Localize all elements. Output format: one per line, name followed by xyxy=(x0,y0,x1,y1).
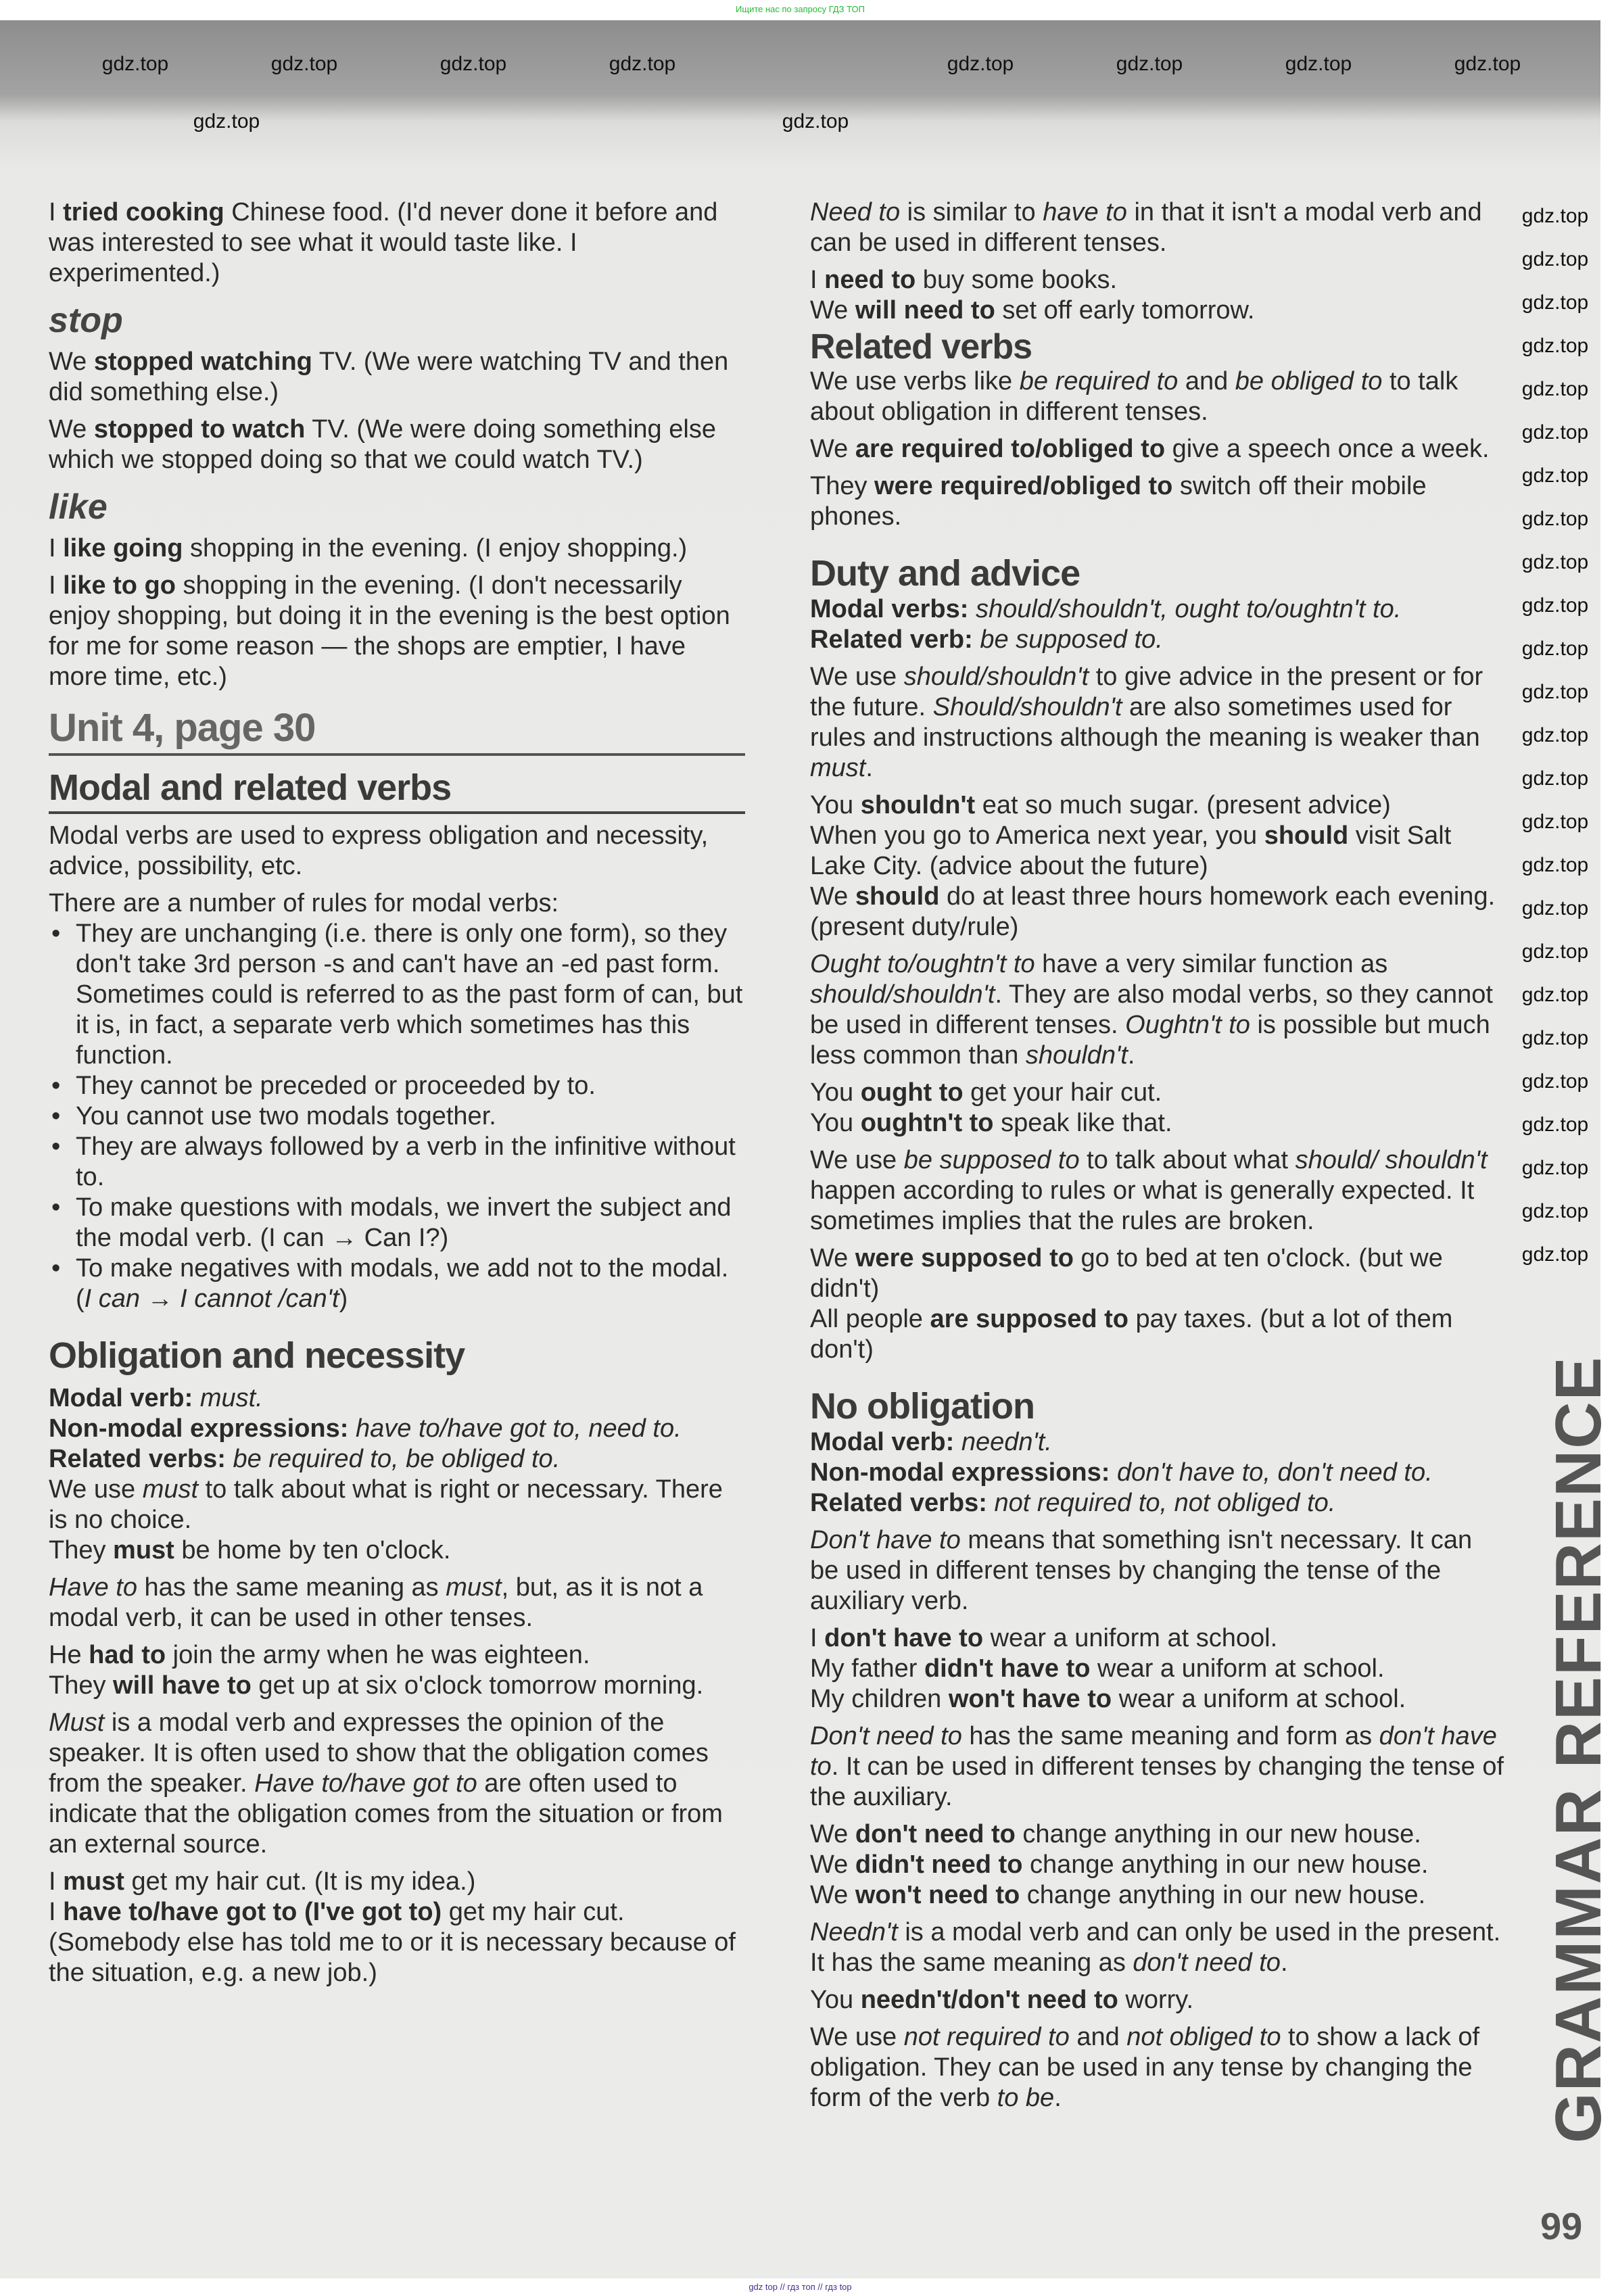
bold-text: will have to xyxy=(113,1671,252,1700)
paragraph xyxy=(810,1304,1506,1365)
paragraph xyxy=(49,414,745,475)
text: When you go to America next year, you xyxy=(810,821,1264,850)
paragraph xyxy=(810,1850,1506,1880)
text: There are a number of rules for modal verbs: xyxy=(49,889,559,917)
bold-text: won't need to xyxy=(855,1881,1020,1909)
bold-text: Related verbs: xyxy=(49,1445,233,1473)
text: go to bed at ten o'clock. (but we didn't) xyxy=(810,1244,1443,1303)
section-tab-title: GRAMMAR REFERENCE xyxy=(1542,1356,1615,2143)
text: wear a uniform at school. xyxy=(1112,1685,1406,1713)
text: You xyxy=(810,1986,861,2014)
watermark: gdz.top xyxy=(270,53,338,75)
watermark: gdz.top xyxy=(1521,508,1589,530)
text: change anything in our new house. xyxy=(1022,1850,1429,1879)
italic-text: Needn't xyxy=(810,1918,898,1946)
italic-text: needn't. xyxy=(961,1428,1052,1456)
watermark: gdz.top xyxy=(1521,854,1589,876)
text: My father xyxy=(810,1654,924,1683)
bold-text: will need to xyxy=(855,296,995,325)
watermark: gdz.top xyxy=(1521,811,1589,833)
text: To make questions with modals, we invert the subject and the modal verb. (I can → Can I?) xyxy=(76,1193,732,1252)
text: like xyxy=(49,487,108,527)
text: TV. (We were doing something else which we stopped doing so that we could watch TV.) xyxy=(49,415,716,474)
text: We use xyxy=(810,2023,904,2051)
watermark: gdz.top xyxy=(1521,248,1589,270)
text: . xyxy=(1127,1041,1135,1070)
paragraph xyxy=(810,1458,1506,1488)
paragraph xyxy=(49,821,745,882)
text: worry. xyxy=(1118,1986,1194,2014)
text: is possible but much less common than xyxy=(810,1011,1490,1070)
paragraph xyxy=(810,295,1506,326)
text: to talk about obligation in different tenses. xyxy=(810,367,1458,426)
bold-text: should xyxy=(1264,821,1349,850)
italic-text: be supposed to. xyxy=(980,625,1163,654)
subheading xyxy=(810,327,1506,366)
text: Obligation and necessity xyxy=(49,1335,465,1376)
text: change anything in our new house. xyxy=(1020,1881,1426,1909)
bold-text: stopped to watch xyxy=(93,415,306,444)
italic-text: Must xyxy=(49,1708,105,1737)
paragraph xyxy=(810,882,1506,942)
italic-text: have to xyxy=(1043,198,1127,226)
watermark: gdz.top xyxy=(101,53,169,75)
bullet-item xyxy=(49,1253,745,1314)
italic-text: Should/shouldn't xyxy=(932,693,1122,721)
text: They are unchanging (i.e. there is only one form), so they don't take 3rd person -s and can't have an -ed past form. Sometimes could is referred to as the past form of can, but it is, in fact, a separate verb which sometimes has this function. xyxy=(76,919,743,1070)
paragraph xyxy=(810,1880,1506,1911)
bold-text: must xyxy=(113,1536,174,1564)
text: . xyxy=(865,754,873,782)
bullet-item xyxy=(49,1193,745,1253)
text: We use xyxy=(49,1475,143,1504)
text: They are always followed by a verb in the infinitive without to. xyxy=(76,1132,736,1191)
text: switch off their mobile phones. xyxy=(810,472,1427,531)
bold-text: needn't/don't need to xyxy=(860,1986,1118,2014)
bold-text: Non-modal expressions: xyxy=(810,1458,1117,1487)
text: Duty and advice xyxy=(810,553,1080,594)
text: visit Salt Lake City. (advice about the future) xyxy=(810,821,1452,880)
paragraph xyxy=(810,1488,1506,1518)
paragraph xyxy=(49,197,745,289)
bold-text: are required to/obliged to xyxy=(855,435,1166,463)
paragraph xyxy=(49,1867,745,1897)
watermark: gdz.top xyxy=(1521,984,1589,1006)
text: We xyxy=(49,348,94,376)
watermark: gdz.top xyxy=(1521,1070,1589,1093)
watermark: gdz.top xyxy=(1521,638,1589,660)
bold-text: tried cooking xyxy=(63,198,224,226)
watermark: gdz.top xyxy=(1285,53,1352,75)
italic-text: have to/have got to, need to. xyxy=(355,1414,682,1443)
paragraph xyxy=(49,1383,745,1414)
watermark: gdz.top xyxy=(1521,291,1589,314)
watermark: gdz.top xyxy=(1521,1200,1589,1222)
bold-text: Modal verbs: xyxy=(810,595,976,623)
watermark: gdz.top xyxy=(439,53,507,75)
section-heading xyxy=(49,767,745,814)
text: get up at six o'clock tomorrow morning. xyxy=(251,1671,704,1700)
paragraph xyxy=(810,2022,1506,2113)
bold-text: Non-modal expressions: xyxy=(49,1414,356,1443)
section-heading xyxy=(49,1335,745,1377)
text: All people xyxy=(810,1305,930,1333)
italic-text: must xyxy=(810,754,866,782)
paragraph xyxy=(810,790,1506,821)
text: in that it isn't a modal verb and can be used in different tenses. xyxy=(810,198,1482,257)
paragraph xyxy=(49,533,745,564)
section-heading xyxy=(810,552,1506,594)
text: We xyxy=(810,882,855,911)
italic-text: Have to xyxy=(49,1573,137,1602)
italic-text: to be xyxy=(997,2084,1055,2112)
bold-text: must xyxy=(63,1867,124,1896)
text: speak like that. xyxy=(993,1109,1172,1137)
paragraph xyxy=(49,1708,745,1860)
italic-text: be supposed to xyxy=(903,1146,1080,1174)
watermark: gdz.top xyxy=(1116,53,1183,75)
text: happen according to rules or what is generally expected. It sometimes implies that the rules are broken. xyxy=(810,1176,1475,1235)
watermark: gdz.top xyxy=(1521,421,1589,444)
italic-text: not required to, not obliged to. xyxy=(994,1489,1336,1517)
text: We xyxy=(49,415,94,444)
text: They xyxy=(49,1536,114,1564)
text: We use xyxy=(810,1146,904,1174)
bullet-item xyxy=(49,919,745,1071)
paragraph xyxy=(49,571,745,692)
text: to show a lack of obligation. They can be used in any tense by changing the form of the verb xyxy=(810,2023,1480,2112)
text: TV. (We were watching TV and then did something else.) xyxy=(49,348,729,406)
bullet-item xyxy=(49,1071,745,1101)
text: We use xyxy=(810,663,904,691)
bold-text: stopped watching xyxy=(93,348,312,376)
text: . xyxy=(1280,1948,1288,1977)
text: shopping in the evening. (I enjoy shopping.) xyxy=(183,534,688,563)
bold-text: should xyxy=(855,882,940,911)
bold-text: like to go xyxy=(63,571,176,600)
left-column xyxy=(49,191,745,1988)
text: to give advice in the present or for the future. xyxy=(810,663,1483,721)
text: , but, as it is not a modal verb, it can be used in other tenses. xyxy=(49,1573,703,1632)
text: He xyxy=(49,1641,89,1669)
text: I xyxy=(49,1867,64,1896)
text: have a very similar function as xyxy=(1035,950,1388,978)
bold-text: shouldn't xyxy=(860,791,976,819)
text: join the army when he was eighteen. xyxy=(166,1641,590,1669)
paragraph xyxy=(49,1535,745,1566)
italic-text: Have to/have got to xyxy=(254,1769,477,1798)
paragraph xyxy=(49,1897,745,1988)
italic-text: Oughtn't to xyxy=(1125,1011,1250,1039)
paragraph xyxy=(49,1573,745,1633)
subheading xyxy=(49,487,745,527)
text: be home by ten o'clock. xyxy=(174,1536,451,1564)
paragraph xyxy=(810,1917,1506,1978)
watermark: gdz.top xyxy=(1521,1027,1589,1049)
text: stop xyxy=(49,301,123,340)
paragraph xyxy=(810,265,1506,295)
bold-text: won't have to xyxy=(948,1685,1112,1713)
bold-text: didn't need to xyxy=(855,1850,1023,1879)
top-banner-text: Ищите нас по запросу ГДЗ ТОП xyxy=(736,4,865,14)
text: They xyxy=(810,472,875,500)
italic-text: should/shouldn't xyxy=(810,980,995,1009)
bold-text: have to/have got to (I've got to) xyxy=(63,1898,442,1926)
italic-text: don't have to xyxy=(810,1722,1497,1781)
paragraph xyxy=(810,1819,1506,1850)
italic-text: should/ shouldn't xyxy=(1295,1146,1488,1174)
text: You xyxy=(810,1109,861,1137)
paragraph xyxy=(810,1078,1506,1108)
paragraph xyxy=(49,1640,745,1671)
paragraph xyxy=(810,1684,1506,1715)
italic-text: I can → I cannot /can't xyxy=(84,1285,339,1313)
watermark: gdz.top xyxy=(1521,897,1589,919)
watermark: gdz.top xyxy=(1521,767,1589,790)
bold-text: like going xyxy=(63,534,183,563)
watermark: gdz.top xyxy=(1521,205,1589,227)
watermark: gdz.top xyxy=(1521,1243,1589,1266)
paragraph xyxy=(810,1985,1506,2015)
watermark: gdz.top xyxy=(1521,681,1589,703)
bold-text: were supposed to xyxy=(855,1244,1074,1272)
section-heading xyxy=(810,1385,1506,1427)
text: wear a uniform at school. xyxy=(983,1624,1278,1652)
text: We xyxy=(810,1850,855,1879)
paragraph xyxy=(810,1525,1506,1617)
paragraph xyxy=(49,1475,745,1535)
bold-text: Related verb: xyxy=(810,625,980,654)
text: We xyxy=(810,1244,855,1272)
text: get my hair cut. (It is my idea.) xyxy=(124,1867,476,1896)
paragraph xyxy=(810,1721,1506,1813)
bold-text: Modal verb: xyxy=(49,1384,200,1412)
text: and xyxy=(1178,367,1235,396)
watermark: gdz.top xyxy=(1521,724,1589,746)
text: I xyxy=(49,571,64,600)
paragraph xyxy=(49,888,745,919)
text: means that something isn't necessary. It can be used in different tenses by changing the tense of the auxiliary verb. xyxy=(810,1526,1473,1615)
watermark: gdz.top xyxy=(782,110,849,133)
italic-text: not obliged to xyxy=(1126,2023,1281,2051)
bullet-item xyxy=(49,1132,745,1193)
text: We xyxy=(810,435,855,463)
text: They xyxy=(49,1671,114,1700)
text: ) xyxy=(339,1285,348,1313)
watermark: gdz.top xyxy=(193,110,260,133)
watermark: gdz.top xyxy=(1521,551,1589,573)
unit-heading xyxy=(49,706,745,756)
italic-text: don't have to, don't need to. xyxy=(1116,1458,1433,1487)
subheading xyxy=(49,301,745,340)
paragraph xyxy=(810,1145,1506,1237)
paragraph xyxy=(810,471,1506,532)
text: I xyxy=(810,1624,825,1652)
text: I xyxy=(49,534,64,563)
text: to talk about what xyxy=(1079,1146,1296,1174)
paragraph xyxy=(810,1108,1506,1139)
paragraph xyxy=(49,1444,745,1475)
text: do at least three hours homework each evening. (present duty/rule) xyxy=(810,882,1496,941)
italic-text: Need to xyxy=(810,198,901,226)
italic-text: shouldn't xyxy=(1025,1041,1128,1070)
text: has the same meaning as xyxy=(137,1573,446,1602)
text: is similar to xyxy=(900,198,1043,226)
italic-text: be obliged to xyxy=(1235,367,1383,396)
text: They cannot be preceded or proceeded by to. xyxy=(76,1072,596,1100)
paragraph xyxy=(810,434,1506,464)
paragraph xyxy=(810,625,1506,655)
italic-text: must xyxy=(142,1475,199,1504)
watermark: gdz.top xyxy=(1521,1157,1589,1179)
paragraph xyxy=(810,594,1506,625)
text: You xyxy=(810,791,861,819)
text: get my hair cut. (Somebody else has told me to or it is necessary because of the situation, e.g. a new job.) xyxy=(49,1898,736,1987)
text: I xyxy=(49,198,64,226)
text: . xyxy=(1054,2084,1062,2112)
paragraph xyxy=(49,347,745,408)
bold-text: Related verbs: xyxy=(810,1489,995,1517)
bold-text: are supposed to xyxy=(930,1305,1128,1333)
textbook-page xyxy=(0,20,1615,2278)
italic-text: be required to xyxy=(1019,367,1179,396)
text: My children xyxy=(810,1685,949,1713)
text: We xyxy=(810,1820,855,1848)
bold-text: don't need to xyxy=(855,1820,1016,1848)
paragraph xyxy=(810,1623,1506,1654)
watermark: gdz.top xyxy=(1521,335,1589,357)
text: Related verbs xyxy=(810,327,1032,366)
text: Modal verbs are used to express obligation and necessity, advice, possibility, etc. xyxy=(49,821,709,880)
text: We xyxy=(810,296,855,325)
italic-text: should/shouldn't xyxy=(903,663,1089,691)
text: I xyxy=(810,266,825,294)
bottom-banner xyxy=(0,2278,1600,2296)
top-banner xyxy=(0,0,1600,20)
watermark: gdz.top xyxy=(1521,594,1589,617)
text: To make negatives with modals, we add not to the modal. ( xyxy=(76,1254,729,1313)
italic-text: must. xyxy=(199,1384,263,1412)
italic-text: Don't have to xyxy=(810,1526,961,1554)
bold-text: didn't have to xyxy=(924,1654,1091,1683)
watermark: gdz.top xyxy=(947,53,1014,75)
text: Modal and related verbs xyxy=(49,767,452,808)
text: I xyxy=(49,1898,64,1926)
text: and xyxy=(1069,2023,1127,2051)
text: change anything in our new house. xyxy=(1015,1820,1421,1848)
watermark: gdz.top xyxy=(1521,1114,1589,1136)
paragraph xyxy=(810,949,1506,1071)
text: has the same meaning and form as xyxy=(961,1722,1379,1750)
bold-text: don't have to xyxy=(824,1624,984,1652)
page-number: 99 xyxy=(1540,2205,1583,2247)
text: to talk about what is right or necessary. There is no choice. xyxy=(49,1475,723,1534)
paragraph xyxy=(49,1671,745,1701)
text: is a modal verb and can only be used in the present. It has the same meaning as xyxy=(810,1918,1501,1977)
text: Unit 4, page 30 xyxy=(49,706,316,750)
italic-text: be required to, be obliged to. xyxy=(233,1445,561,1473)
bold-text: need to xyxy=(824,266,916,294)
watermark: gdz.top xyxy=(1454,53,1521,75)
text: Chinese food. (I'd never done it before and was interested to see what it would taste like. I experimented.) xyxy=(49,198,718,287)
text: give a speech once a week. xyxy=(1165,435,1490,463)
bold-text: oughtn't to xyxy=(860,1109,994,1137)
italic-text: don't need to xyxy=(1133,1948,1281,1977)
watermark: gdz.top xyxy=(609,53,676,75)
paragraph xyxy=(810,821,1506,882)
bold-text: Modal verb: xyxy=(810,1428,961,1456)
watermark: gdz.top xyxy=(1521,940,1589,963)
watermark: gdz.top xyxy=(1521,378,1589,400)
text: is a modal verb and expresses the opinion of the speaker. It is often used to show that the obligation comes from the speaker. xyxy=(49,1708,709,1798)
text: are often used to indicate that the obligation comes from the situation or from an external source. xyxy=(49,1769,723,1859)
paragraph xyxy=(810,1654,1506,1684)
watermark: gdz.top xyxy=(1521,464,1589,487)
paragraph xyxy=(810,197,1506,258)
bullet-item xyxy=(49,1101,745,1132)
italic-text: should/shouldn't, ought to/oughtn't to. xyxy=(975,595,1402,623)
paragraph xyxy=(49,1414,745,1444)
text: get your hair cut. xyxy=(963,1078,1162,1107)
text: buy some books. xyxy=(916,266,1118,294)
right-column xyxy=(810,191,1506,2113)
bottom-banner-text: gdz top // гдз топ // гдз top xyxy=(748,2282,852,2292)
paragraph xyxy=(810,662,1506,784)
text: We use verbs like xyxy=(810,367,1020,396)
text: pay taxes. (but a lot of them don't) xyxy=(810,1305,1453,1364)
text: are also sometimes used for rules and instructions although the meaning is weaker than xyxy=(810,693,1480,752)
bold-text: ought to xyxy=(860,1078,964,1107)
italic-text: Ought to/oughtn't to xyxy=(810,950,1035,978)
bold-text: had to xyxy=(89,1641,166,1669)
text: wear a uniform at school. xyxy=(1090,1654,1385,1683)
text: shopping in the evening. (I don't necessarily enjoy shopping, but doing it in the evening is the best option for me for some reason — the shops are emptier, I have more time, etc.) xyxy=(49,571,730,691)
paragraph xyxy=(810,1243,1506,1304)
bold-text: were required/obliged to xyxy=(874,472,1173,500)
italic-text: must xyxy=(446,1573,502,1602)
text: . They are also modal verbs, so they cannot be used in different tenses. xyxy=(810,980,1493,1039)
italic-text: Don't need to xyxy=(810,1722,962,1750)
text: You cannot use two modals together. xyxy=(76,1102,496,1130)
paragraph xyxy=(810,366,1506,427)
text: You xyxy=(810,1078,861,1107)
paragraph xyxy=(810,1427,1506,1458)
text: set off early tomorrow. xyxy=(995,296,1255,325)
text: . It can be used in different tenses by changing the tense of the auxiliary. xyxy=(810,1752,1504,1811)
italic-text: not required to xyxy=(903,2023,1070,2051)
text: No obligation xyxy=(810,1386,1035,1427)
text: eat so much sugar. (present advice) xyxy=(975,791,1391,819)
text: We xyxy=(810,1881,855,1909)
